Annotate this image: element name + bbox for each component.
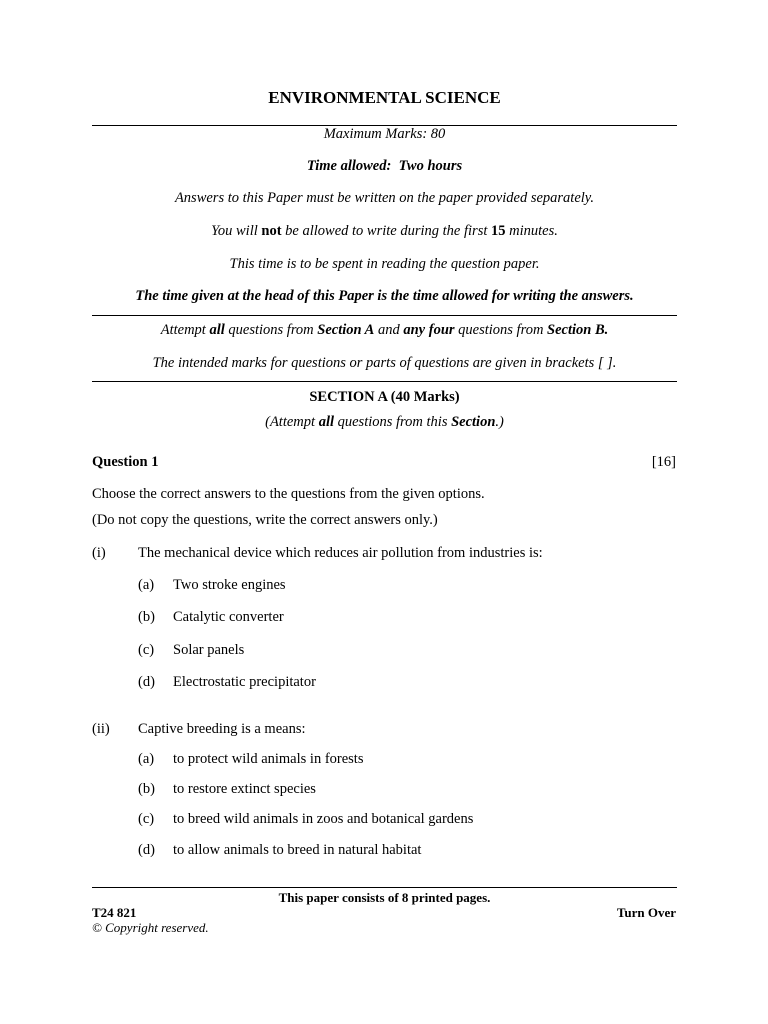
part-stem: The mechanical device which reduces air pollution from industries is: bbox=[138, 545, 543, 561]
footer-divider bbox=[92, 887, 677, 888]
option-label: (a) bbox=[138, 577, 155, 593]
instruction-attempt: Attempt all questions from Section A and any four questions from Section B. bbox=[160, 322, 609, 338]
option-label: (a) bbox=[138, 751, 155, 767]
option-label: (b) bbox=[138, 781, 155, 797]
instruction-time-head: The time given at the head of this Paper is the time allowed for writing the answers. bbox=[135, 288, 634, 304]
instruction-reading: This time is to be spent in reading the question paper. bbox=[229, 256, 540, 272]
page-title: ENVIRONMENTAL SCIENCE bbox=[268, 88, 501, 107]
instruction-reading-time: You will not be allowed to write during the first 15 minutes. bbox=[211, 223, 558, 239]
question-note: (Do not copy the questions, write the correct answers only.) bbox=[92, 512, 438, 528]
option-text: Catalytic converter bbox=[173, 609, 284, 625]
option-text: to protect wild animals in forests bbox=[173, 751, 364, 767]
option-label: (b) bbox=[138, 609, 155, 625]
divider bbox=[92, 381, 677, 382]
question-label: Question 1 bbox=[92, 454, 159, 470]
paper-code: T24 821 bbox=[92, 905, 137, 920]
turn-over: Turn Over bbox=[616, 905, 676, 920]
question-intro: Choose the correct answers to the questions from the given options. bbox=[92, 486, 485, 502]
section-a-heading: SECTION A (40 Marks) bbox=[309, 389, 460, 405]
part-number: (ii) bbox=[92, 721, 110, 737]
option-text: to restore extinct species bbox=[173, 781, 316, 797]
option-text: Solar panels bbox=[173, 642, 245, 658]
question-marks: [16] bbox=[651, 454, 676, 470]
option-text: to allow animals to breed in natural habitat bbox=[173, 842, 422, 858]
option-label: (d) bbox=[138, 842, 155, 858]
part-number: (i) bbox=[92, 545, 106, 561]
section-a-subheading: (Attempt all questions from this Section.) bbox=[265, 414, 504, 430]
instruction-answers: Answers to this Paper must be written on the paper provided separately. bbox=[174, 190, 595, 206]
instruction-marks-note: The intended marks for questions or parts of questions are given in brackets [ ]. bbox=[152, 355, 617, 371]
time-allowed: Time allowed: Two hours bbox=[306, 158, 463, 174]
page-count-note: This paper consists of 8 printed pages. bbox=[278, 890, 491, 905]
divider bbox=[92, 315, 677, 316]
copyright: © Copyright reserved. bbox=[92, 920, 209, 935]
part-stem: Captive breeding is a means: bbox=[138, 721, 306, 737]
option-label: (d) bbox=[138, 674, 155, 690]
option-text: Two stroke engines bbox=[173, 577, 286, 593]
maximum-marks: Maximum Marks: 80 bbox=[323, 126, 446, 142]
option-label: (c) bbox=[138, 811, 155, 827]
option-text: to breed wild animals in zoos and botanical gardens bbox=[173, 811, 474, 827]
option-label: (c) bbox=[138, 642, 155, 658]
option-text: Electrostatic precipitator bbox=[173, 674, 316, 690]
